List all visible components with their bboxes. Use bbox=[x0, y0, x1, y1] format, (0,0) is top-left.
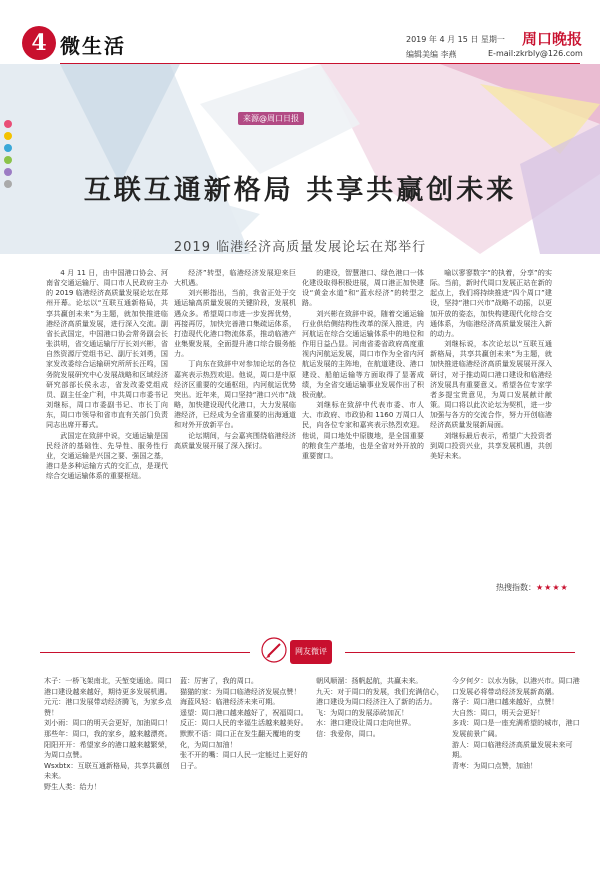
subheadline: 2019 临港经济高质量发展论坛在郑举行 bbox=[173, 240, 427, 255]
comment-column-2 bbox=[180, 676, 308, 876]
comment: 阳阳开开：希望家乡的港口越来越繁荣，为周口点赞。 bbox=[44, 739, 172, 760]
comment: 刘小雨：周口的明天会更好，加油周口！ bbox=[44, 718, 172, 728]
paragraph: 刘兴彬在致辞中说，随着交通运输行业供给侧结构性改革的深入推进，内河航运在综合交通运输体系中的地位和作用日益凸显。河南省委省政府高度重视内河航运发展，周口市作为全省内河航运发展的主阵地，在航道建设、港口建设、船舶运输等方面取得了显著成绩，为全省交通运输事业发展作出了积极贡献。 bbox=[302, 308, 424, 399]
comment: 反正：周口人民的幸福生活越来越美好。 bbox=[180, 718, 308, 728]
comment: Wsxbtx：互联互通新格局，共享共赢创未来。 bbox=[44, 760, 170, 781]
comment-column-4 bbox=[452, 676, 580, 876]
paragraph: 刘兴彬指出，当前，我省正处于交通运输高质量发展的关键阶段，发展机遇众多。希望周口市进一步发挥优势，再接再厉，加快完善港口集疏运体系，打造现代化港口物流体系，推动临港产业集聚发展，全面提升港口综合服务能力。 bbox=[174, 288, 296, 359]
comment-column-1 bbox=[44, 676, 172, 876]
decor-dot bbox=[4, 132, 12, 140]
comment: 青枣：为周口点赞，加油！ bbox=[452, 760, 538, 770]
paragraph: 刘继标说，本次论坛以“互联互通新格局，共享共赢创未来”为主题，就加快推进临港经济高质量发展展开深入研讨，对于推动周口港口建设和临港经济发展具有重要意义。希望各位专家学者多提宝贵意见，为周口发展献计献策。周口将以此次论坛为契机，进一步加强与各方的交流合作，努力开创临港经济高质量发展新局面。 bbox=[430, 339, 552, 430]
comment: 信：我爱你，周口。 bbox=[316, 728, 380, 738]
comment-column-3 bbox=[316, 676, 444, 876]
decor-dot bbox=[4, 120, 12, 128]
rating-stars: ★★★★ bbox=[536, 583, 569, 592]
paragraph: 的建设，智慧港口、绿色港口一体化建设取得积极进展，周口港正加快建设“黄金水道”和“蓝水经济”的转型之路。 bbox=[302, 268, 424, 308]
article-column-3 bbox=[302, 268, 424, 628]
contact-email: E-mail:zkrbly@126.com bbox=[488, 49, 583, 58]
comment: 落子：周口港口越来越好，点赞！ bbox=[452, 697, 559, 707]
pen-icon bbox=[260, 636, 288, 664]
separator-left bbox=[40, 652, 250, 653]
comment: 张不开的嘴：周口人民一定能过上更好的日子。 bbox=[180, 750, 308, 770]
comment: 大自然：周口，明天会更好！ bbox=[452, 707, 545, 717]
headline: 互联互通新格局 共享共赢创未来 bbox=[83, 175, 517, 206]
paragraph: 刘继标最后表示，希望广大投资者到周口投资兴业，共享发展机遇，共创美好未来。 bbox=[430, 430, 552, 460]
paragraph: 武国定在致辞中说，交通运输是国民经济的基础性、先导性、服务性行业，交通运输是兴国之要、强国之基，港口是多种运输方式的交汇点，是现代综合交通运输体系的重要枢纽。 bbox=[46, 430, 168, 481]
comment: 元元：港口发展带动经济腾飞，为家乡点赞！ bbox=[44, 697, 172, 717]
issue-date: 2019 年 4 月 15 日 星期一 bbox=[406, 35, 505, 44]
comment: 水：港口建设让周口走向世界。 bbox=[316, 718, 416, 728]
banner-background bbox=[0, 64, 600, 254]
hot-search-rating bbox=[496, 582, 569, 593]
comment: 游人：周口临港经济高质量发展未来可期。 bbox=[452, 739, 573, 760]
editor-credit: 编辑美编 李燕 bbox=[406, 50, 457, 59]
comment: 九天：对于周口的发展，我们充满信心，港口建设为周口经济注入了新的活力。 bbox=[316, 686, 444, 707]
paragraph: 经济”转型，临港经济发展迎来巨大机遇。 bbox=[174, 268, 296, 288]
article-column-2 bbox=[174, 268, 296, 628]
decor-dot bbox=[4, 156, 12, 164]
paragraph: 喻以寥寥数字“的执着，分享”的实际。当前，新时代周口发展正站在新的起点上，我们将持续推进“四个周口”建设，坚持“港口兴市”战略不动摇，以更加开放的姿态，加快构建现代化综合交通体系，为临港经济高质量发展注入新的动力。 bbox=[430, 268, 552, 338]
comment: 那些年：周口，我的家乡，越来越漂亮。 bbox=[44, 728, 172, 738]
comment: 蓝：厉害了，我的周口。 bbox=[180, 676, 259, 685]
article-column-1 bbox=[46, 268, 168, 628]
comment-feature-badge: 网友微评 bbox=[290, 640, 332, 664]
newspaper-brand: 周口晚报 bbox=[522, 30, 583, 48]
comment: 飞：为周口的发展添砖加瓦！ bbox=[316, 707, 409, 717]
section-title: 微生活 bbox=[60, 34, 126, 58]
paragraph: 论坛期间，与会嘉宾围绕临港经济高质量发展开展了深入探讨。 bbox=[174, 430, 296, 450]
comment: 今夕何夕：以水为脉，以港兴市。周口港口发展必将带动经济发展新高潮。 bbox=[452, 676, 580, 696]
decor-dot bbox=[4, 144, 12, 152]
comment: 朝风顺溜：扬帆起航，共赢未来。 bbox=[316, 676, 423, 685]
article-column-4 bbox=[430, 268, 552, 578]
comment: 遥望：周口港口越来越好了，祝福周口。 bbox=[180, 707, 308, 717]
comment: 猫猫的家：为周口临港经济发展点赞！ bbox=[180, 686, 301, 696]
page-number-badge: 4 bbox=[22, 26, 56, 60]
comment: 海蓝风轻：临港经济未来可期。 bbox=[180, 697, 280, 707]
paragraph: 4 月 11 日，由中国港口协会、河南省交通运输厅、周口市人民政府主办的 2019 临港经济高质量发展论坛在郑州开幕。论坛以“互联互通新格局，共享共赢创未来”为主题，就加快推进临港经济高质量发展，进行深入交流。副省长武国定，中国港口协会常务副会长张洪明，省交通运输厅厅长刘兴彬，省自然资源厅党组书记、副厅长刘勇，国家发改委综合运输研究所所长汪鸣，国务院发展研究中心发展战略和区域经济研究部部长侯永志，省发改委党组成员、副主任金广利，中共周口市委书记刘继标，周口市委副书记、市长丁向东，周口市领导和省市直有关部门负责同志出席开幕式。 bbox=[46, 268, 168, 430]
comment: 木子：一桥飞架南北，天堑变通途。周口港口建设越来越好，期待更多发展机遇。 bbox=[44, 676, 172, 696]
separator-right bbox=[345, 652, 575, 653]
paragraph: 丁向东在致辞中对参加论坛的各位嘉宾表示热烈欢迎。他说，周口是中原经济区重要的交通枢纽，内河航运优势突出。近年来，周口坚持“港口兴市”战略，加快建设现代化港口，大力发展临港经济，已经成为全省重要的出海通道和对外开放新平台。 bbox=[174, 359, 296, 430]
source-tag: 来源@周口日报 bbox=[238, 112, 304, 125]
comment: 野生人类：给力！ bbox=[44, 781, 101, 791]
comment: 多戏：周口是一座充满希望的城市，港口发展前景广阔。 bbox=[452, 718, 580, 738]
rating-label: 热搜指数： bbox=[496, 583, 536, 592]
paragraph: 刘继标在致辞中代表市委、市人大、市政府、市政协和 1160 万周口人民，向各位专家和嘉宾表示热烈欢迎。他说，周口地处中原腹地，是全国重要的粮食生产基地，也是全省对外开放的重要窗口。 bbox=[302, 400, 424, 460]
comment: 默默不语：周口正在发生翻天覆地的变化，为周口加油！ bbox=[180, 728, 301, 749]
